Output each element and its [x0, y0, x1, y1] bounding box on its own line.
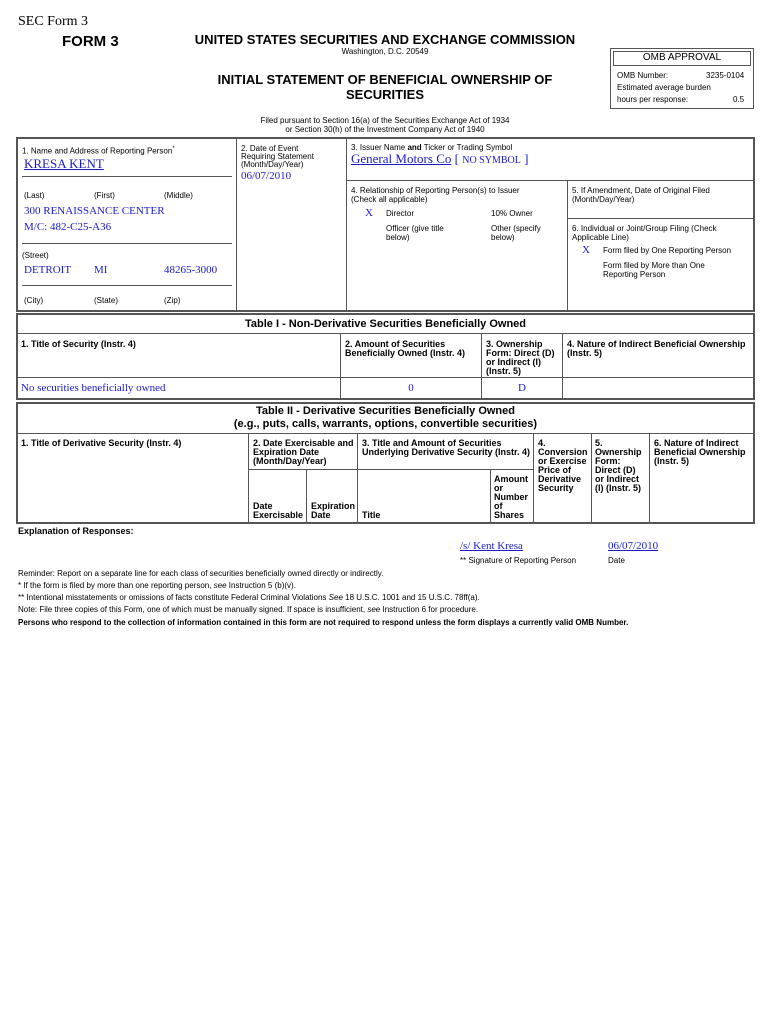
table-2-col-4-header-5: Derivative [538, 474, 582, 484]
table-2-col-3-header-1: 3. Title and Amount of Securities [362, 438, 502, 448]
date-exercisable-header-2: Exercisable [253, 510, 304, 520]
sec-form-label: SEC Form 3 [18, 14, 89, 29]
table-1-title: Table I - Non-Derivative Securities Beneficially Owned [245, 318, 526, 330]
divider-5-6 [568, 218, 754, 219]
table-1-col-div-3 [562, 334, 563, 399]
filed-pursuant-2: or Section 30(h) of the Investment Company Act of 1940 [285, 125, 485, 134]
state-label: (State) [94, 296, 119, 305]
date-exercisable-header-1: Date [253, 501, 273, 511]
table-1-col-4-header-1: 4. Nature of Indirect Beneficial Ownership [567, 339, 746, 349]
table-2-col-3-header-2: Underlying Derivative Security (Instr. 4) [362, 447, 531, 457]
box4-label-2: (Check all applicable) [351, 195, 428, 204]
reminder-note: Reminder: Report on a separate line for each class of securities beneficially owned directly or indirectly. [18, 569, 384, 578]
table-1-row-form: D [518, 382, 526, 394]
box5-label-1: 5. If Amendment, Date of Original Filed [572, 186, 710, 195]
table-2-col-div-3 [533, 434, 534, 523]
table-2-title-1: Table II - Derivative Securities Beneficially Owned [255, 405, 515, 417]
underlying-title-header: Title [362, 510, 381, 520]
reporting-person-name[interactable]: KRESA KENT [24, 156, 104, 171]
omb-burden-label: Estimated average burden [617, 83, 711, 92]
statement-title-2: SECURITIES [345, 87, 424, 102]
street-label: (Street) [22, 251, 49, 260]
omb-number-value: 3235-0104 [706, 71, 745, 80]
table-1-col-3-header-4: (Instr. 5) [486, 366, 522, 376]
amount-shares-header-3: Number [494, 492, 529, 502]
table-2-col-2-header-1: 2. Date Exercisable and [253, 438, 354, 448]
zip-value: 48265-3000 [164, 264, 218, 276]
first-label: (First) [94, 191, 115, 200]
box1-label: 1. Name and Address of Reporting Person* [22, 146, 175, 156]
statement-title-1: INITIAL STATEMENT OF BENEFICIAL OWNERSHIP OF [217, 72, 553, 87]
more-persons-label-2: Reporting Person [603, 270, 666, 279]
ticker-symbol: NO SYMBOL [462, 155, 521, 166]
table-1-col-3-header-3: or Indirect (I) [486, 357, 542, 367]
table-2-col-div-5 [649, 434, 650, 523]
table-2-col-5-header-2: Ownership [595, 447, 642, 457]
omb-hours-label: hours per response: [617, 95, 689, 104]
divider-1-2 [236, 138, 237, 311]
director-checkmark[interactable]: X [365, 207, 373, 219]
box3-label: 3. Issuer Name and Ticker or Trading Symbol [351, 143, 513, 152]
omb-hours-value: 0.5 [733, 95, 745, 104]
note-2: ** Intentional misstatements or omissions of facts constitute Federal Criminal Violations See 18 U.S.C. 1001 and 15 U.S.C. 78ff(a). [18, 593, 480, 602]
note-3: Note: File three copies of this Form, one of which must be manually signed. If space is insufficient, see Instruction 6 for procedure. [18, 605, 479, 614]
director-label: Director [386, 209, 415, 218]
city-value: DETROIT [24, 264, 72, 276]
table-2-col-5-header-4: Direct (D) [595, 465, 636, 475]
agency-title: UNITED STATES SECURITIES AND EXCHANGE COMMISSION [194, 32, 576, 47]
table-1-header-bottom [17, 377, 754, 378]
officer-label-1: Officer (give title [386, 224, 444, 233]
omb-title: OMB APPROVAL [642, 52, 722, 63]
table-2-col-5-header-5: or Indirect [595, 474, 640, 484]
amount-shares-header-4: of [494, 501, 503, 511]
signature-label: ** Signature of Reporting Person [460, 556, 577, 565]
table-2-title-2: (e.g., puts, calls, warrants, options, convertible securities) [233, 418, 538, 430]
address-line-1: 300 RENAISSANCE CENTER [24, 205, 165, 217]
table-1-col-2-header-2: Beneficially Owned (Instr. 4) [345, 348, 466, 358]
table-2-col-div-4 [591, 434, 592, 523]
last-label: (Last) [24, 191, 45, 200]
name-underline [22, 176, 232, 177]
table-2-col-1-header: 1. Title of Derivative Security (Instr. 4) [21, 438, 182, 448]
one-person-label: Form filed by One Reporting Person [603, 246, 732, 255]
table-2-subcol-div-2 [306, 470, 307, 523]
table-2-col-div-2 [357, 434, 358, 523]
divider-4-5 [567, 181, 568, 311]
expiration-date-header-1: Expiration [311, 501, 356, 511]
table-2-col-2-header-2: Expiration Date [253, 447, 320, 457]
other-label-1: Other (specify [491, 224, 541, 233]
city-label: (City) [24, 296, 44, 305]
agency-city: Washington, D.C. 20549 [341, 47, 429, 56]
omb-number-label: OMB Number: [617, 71, 669, 80]
table-1-col-4-header-2: (Instr. 5) [567, 348, 603, 358]
explanation-heading: Explanation of Responses: [18, 526, 134, 536]
one-person-checkmark[interactable]: X [582, 244, 590, 256]
table-1-row-title: No securities beneficially owned [21, 382, 166, 394]
table-2-header-top [17, 433, 754, 434]
table-2-col-6-header-2: Beneficial Ownership [654, 447, 746, 457]
table-2-subcol-div-3 [490, 470, 491, 523]
amount-shares-header-1: Amount [494, 474, 528, 484]
table-1-col-3-header-1: 3. Ownership [486, 339, 543, 349]
amount-shares-header-5: Shares [494, 510, 525, 520]
table-2-col-4-header-1: 4. [538, 438, 546, 448]
box5-label-2: (Month/Day/Year) [572, 195, 635, 204]
address-underline [22, 243, 232, 244]
divider-2-3 [346, 138, 347, 311]
table-1-col-1-header: 1. Title of Security (Instr. 4) [21, 339, 136, 349]
expiration-date-header-2: Date [311, 510, 331, 520]
amount-shares-header-2: or [494, 483, 503, 493]
officer-label-2: below) [386, 233, 410, 242]
address-line-2: M/C: 482-C25-A36 [24, 221, 112, 233]
table-2-col-2-header-3: (Month/Day/Year) [253, 456, 327, 466]
form-3-label: FORM 3 [62, 33, 119, 50]
table-2-col-4-header-6: Security [538, 483, 574, 493]
table-2-col-5-header-1: 5. [595, 438, 603, 448]
table-2-col-4-header-2: Conversion [538, 447, 588, 457]
filed-pursuant-1: Filed pursuant to Section 16(a) of the Securities Exchange Act of 1934 [260, 116, 510, 125]
box2-label-1: 2. Date of Event [241, 144, 299, 153]
box2-label-2: Requiring Statement [241, 152, 314, 161]
middle-label: (Middle) [164, 191, 193, 200]
ten-percent-owner-label: 10% Owner [491, 209, 533, 218]
table-1-row-amount: 0 [408, 382, 414, 394]
date-label: Date [608, 556, 625, 565]
event-date: 06/07/2010 [241, 170, 292, 182]
other-label-2: below) [491, 233, 515, 242]
table-1-col-2-header-1: 2. Amount of Securities [345, 339, 446, 349]
state-value: MI [94, 264, 108, 276]
issuer-line: General Motors Co [ NO SYMBOL ] [351, 151, 529, 166]
issuer-name-link[interactable]: General Motors Co [351, 151, 452, 166]
box6-label-1: 6. Individual or Joint/Group Filing (Check [572, 224, 717, 233]
table-1-col-3-header-2: Form: Direct (D) [486, 348, 555, 358]
box2-label-3: (Month/Day/Year) [241, 160, 304, 169]
table-2-col-6-header-1: 6. Nature of Indirect [654, 438, 739, 448]
table-2-col-4-header-3: or Exercise [538, 456, 587, 466]
divider-3-4 [347, 180, 754, 181]
table-2-col-4-header-4: Price of [538, 465, 572, 475]
table-2-col-5-header-3: Form: [595, 456, 621, 466]
table-2-col-5-header-6: (I) (Instr. 5) [595, 483, 642, 493]
box6-label-2: Applicable Line) [572, 233, 629, 242]
table-2-col-6-header-3: (Instr. 5) [654, 456, 690, 466]
note-1: * If the form is filed by more than one reporting person, see Instruction 5 (b)(v). [18, 581, 296, 590]
table-1-header-top [17, 333, 754, 334]
zip-label: (Zip) [164, 296, 181, 305]
table-2-col-div-1 [248, 434, 249, 523]
more-persons-label-1: Form filed by More than One [603, 261, 705, 270]
box4-label-1: 4. Relationship of Reporting Person(s) to Issuer [351, 186, 520, 195]
signature-date-link[interactable]: 06/07/2010 [608, 540, 659, 552]
city-underline [22, 285, 232, 286]
omb-persons-note: Persons who respond to the collection of information contained in this form are not required to respond unless the form displays a currently valid OMB Number. [18, 618, 629, 627]
signature-link[interactable]: /s/ Kent Kresa [460, 540, 523, 552]
